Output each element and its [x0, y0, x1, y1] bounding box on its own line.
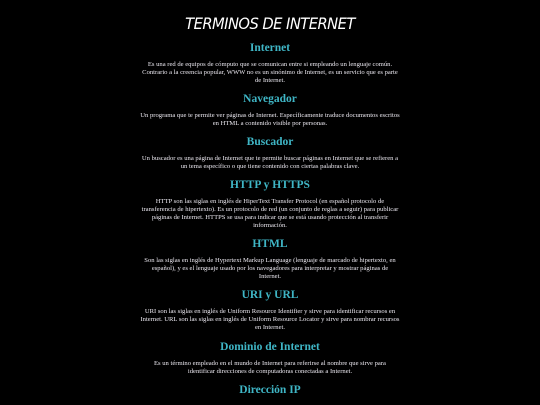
section-text: URI son las siglas en inglés de Uniform Resource Identifier y sirve para identificar recursos en Internet. URL son las siglas en inglés de Uniform Resource Locator y sirve para nombrar recursos en Internet.: [140, 308, 400, 331]
section-text: Es una red de equipos de cómputo que se comunican entre si empleando un lenguaje común. Contrario a la creencia popular, WWW no es un sinónimo de Internet, es un servicio que es parte de Internet.: [142, 61, 398, 84]
section-buscador: [0, 135, 540, 171]
section-heading: Dominio de Internet: [220, 341, 320, 353]
page-title: TERMINOS DE INTERNET: [185, 14, 355, 33]
section-heading: Buscador: [246, 136, 294, 148]
section-internet: [0, 41, 540, 85]
section-text: Son las siglas en inglés de Hypertext Markup Language (lenguaje de marcado de hipertexto, en español), y es el lenguaje usado por los navegadores para interpretar y mostrar páginas de Internet.: [144, 257, 396, 280]
section-heading: Dirección IP: [239, 384, 301, 396]
section-text: Un buscador es una página de Internet que te permite buscar páginas en Internet que se refieren a un tema específico o que tiene contenido con ciertas palabras clave.: [141, 155, 399, 170]
section-navegador: [0, 92, 540, 128]
section-heading: Navegador: [243, 93, 297, 105]
section-dominio: [0, 340, 540, 376]
section-text: Es un término empleado en el mundo de Internet para referirse al nombre que sirve para identificar direcciones de computadoras conectadas a Internet.: [154, 360, 386, 375]
section-direccion-ip: [0, 383, 540, 397]
section-text: Un programa que te permite ver páginas de Internet. Específicamente traduce documentos escritos en HTML a contenido visible por personas.: [140, 112, 400, 127]
section-heading: HTTP y HTTPS: [230, 179, 310, 191]
section-http-https: [0, 178, 540, 230]
section-heading: HTML: [252, 238, 288, 250]
section-heading: URI y URL: [241, 289, 299, 301]
section-heading: Internet: [249, 42, 291, 54]
section-text: HTTP son las siglas en inglés de HiperText Transfer Protocol (en español protocolo de transferencia de hipertexto). Es un protocolo de red (un conjunto de reglas a seguir) para publicar páginas de Internet. HTTPS se usa para indicar que se está usando protección al transferir información.: [141, 198, 399, 229]
section-html: [0, 237, 540, 281]
section-uri-url: [0, 288, 540, 332]
